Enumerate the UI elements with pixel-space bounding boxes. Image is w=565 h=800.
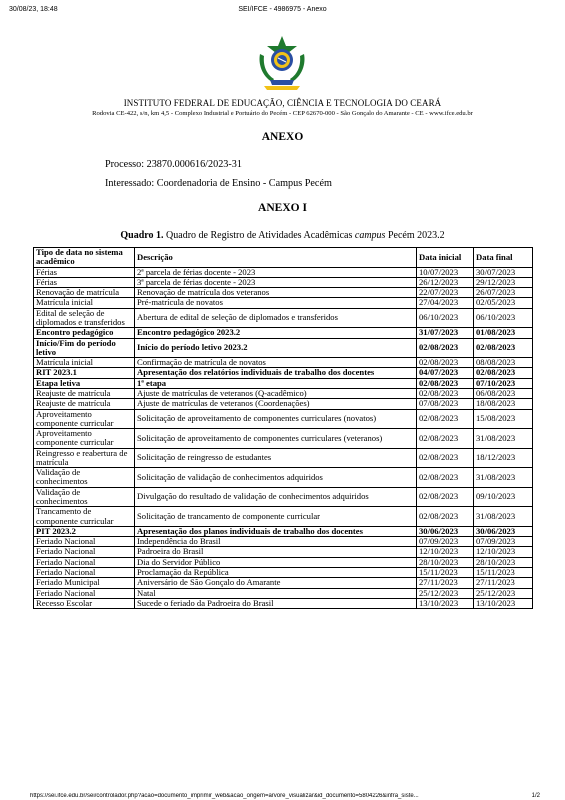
table-row xyxy=(34,526,533,536)
cell-tipo: Trancamento de componente curricular xyxy=(34,507,135,527)
cell-tipo: Aproveitamento componente curricular xyxy=(34,429,135,449)
cell-fim: 31/08/2023 xyxy=(474,507,533,527)
cell-ini: 22/07/2023 xyxy=(417,288,474,298)
cell-fim: 27/11/2023 xyxy=(474,578,533,588)
cell-fim: 06/08/2023 xyxy=(474,388,533,398)
cell-desc: 1ª etapa xyxy=(135,378,417,388)
cell-fim: 29/12/2023 xyxy=(474,277,533,287)
cell-ini: 26/12/2023 xyxy=(417,277,474,287)
table-row xyxy=(34,598,533,608)
cell-tipo: Encontro pedagógico xyxy=(34,328,135,338)
table-row xyxy=(34,298,533,308)
cell-desc: Ajuste de matrículas de veteranos (Coordenações) xyxy=(135,399,417,409)
cell-tipo: Reajuste de matrícula xyxy=(34,399,135,409)
header-data-final: Data final xyxy=(474,248,533,268)
cell-tipo: Feriado Nacional xyxy=(34,547,135,557)
cell-tipo: Recesso Escolar xyxy=(34,598,135,608)
cell-desc: Pré-matrícula de novatos xyxy=(135,298,417,308)
cell-desc: Dia do Servidor Público xyxy=(135,557,417,567)
cell-ini: 02/08/2023 xyxy=(417,338,474,358)
cell-desc: Apresentação dos relatórios individuais de trabalho dos docentes xyxy=(135,368,417,378)
cell-tipo: Reingresso e reabertura de matrícula xyxy=(34,448,135,468)
cell-desc: Solicitação de validação de conhecimentos adquiridos xyxy=(135,468,417,488)
institution-address: Rodovia CE-422, s/n, km 4,5 - Complexo Industrial e Portuário do Pecém - CEP 62670-000 - São Gonçalo do Amarante - CE - www.ifce.edu.br xyxy=(92,110,473,117)
cell-tipo: Renovação de matrícula xyxy=(34,288,135,298)
table-row xyxy=(34,557,533,567)
cell-desc: Apresentação dos planos individuais de trabalho dos docentes xyxy=(135,526,417,536)
cell-desc: Solicitação de aproveitamento de componentes curriculares (veteranos) xyxy=(135,429,417,449)
cell-fim: 28/10/2023 xyxy=(474,557,533,567)
cell-ini: 02/08/2023 xyxy=(417,409,474,429)
cell-ini: 02/08/2023 xyxy=(417,448,474,468)
print-page-title: SEI/IFCE - 4986975 - Anexo xyxy=(238,6,327,13)
cell-fim: 18/08/2023 xyxy=(474,399,533,409)
table-row xyxy=(34,448,533,468)
cell-ini: 04/07/2023 xyxy=(417,368,474,378)
table-row xyxy=(34,537,533,547)
table-row xyxy=(34,578,533,588)
cell-ini: 02/08/2023 xyxy=(417,507,474,527)
print-timestamp: 30/08/23, 18:48 xyxy=(9,6,58,13)
cell-ini: 13/10/2023 xyxy=(417,598,474,608)
cell-fim: 07/10/2023 xyxy=(474,378,533,388)
table-header-row xyxy=(34,248,533,268)
cell-desc: Ajuste de matrículas de veteranos (Q-acadêmico) xyxy=(135,388,417,398)
cell-desc: Solicitação de aproveitamento de componentes curriculares (novatos) xyxy=(135,409,417,429)
cell-tipo: Férias xyxy=(34,267,135,277)
browser-print-header xyxy=(0,3,565,17)
cell-fim: 08/08/2023 xyxy=(474,358,533,368)
cell-tipo: Férias xyxy=(34,277,135,287)
cell-tipo: Aproveitamento componente curricular xyxy=(34,409,135,429)
cell-fim: 18/12/2023 xyxy=(474,448,533,468)
table-row xyxy=(34,277,533,287)
cell-ini: 02/08/2023 xyxy=(417,388,474,398)
caption-end: Pecém 2023.2 xyxy=(385,230,445,241)
cell-desc: Independência do Brasil xyxy=(135,537,417,547)
table-row xyxy=(34,487,533,507)
cell-ini: 02/08/2023 xyxy=(417,487,474,507)
cell-tipo: Validação de conhecimentos xyxy=(34,487,135,507)
cell-tipo: Edital de seleção de diplomados e transferidos xyxy=(34,308,135,328)
cell-fim: 30/07/2023 xyxy=(474,267,533,277)
cell-fim: 15/11/2023 xyxy=(474,568,533,578)
caption-text: Quadro de Registro de Atividades Acadêmicas xyxy=(163,230,355,241)
header-data-inicial: Data inicial xyxy=(417,248,474,268)
cell-ini: 07/09/2023 xyxy=(417,537,474,547)
cell-tipo: Validação de conhecimentos xyxy=(34,468,135,488)
cell-tipo: Feriado Nacional xyxy=(34,568,135,578)
table-row xyxy=(34,399,533,409)
cell-ini: 02/08/2023 xyxy=(417,378,474,388)
cell-fim: 02/08/2023 xyxy=(474,338,533,358)
table-row xyxy=(34,388,533,398)
cell-ini: 25/12/2023 xyxy=(417,588,474,598)
table-row xyxy=(34,588,533,598)
cell-fim: 31/08/2023 xyxy=(474,468,533,488)
cell-tipo: Etapa letiva xyxy=(34,378,135,388)
cell-fim: 02/08/2023 xyxy=(474,368,533,378)
cell-tipo: PIT 2023.2 xyxy=(34,526,135,536)
table-row xyxy=(34,328,533,338)
cell-ini: 27/11/2023 xyxy=(417,578,474,588)
cell-desc: 3ª parcela de férias docente - 2023 xyxy=(135,277,417,287)
institution-name: INSTITUTO FEDERAL DE EDUCAÇÃO, CIÊNCIA E TECNOLOGIA DO CEARÁ xyxy=(123,98,442,108)
cell-fim: 25/12/2023 xyxy=(474,588,533,598)
table-row xyxy=(34,368,533,378)
cell-desc: Padroeira do Brasil xyxy=(135,547,417,557)
cell-fim: 12/10/2023 xyxy=(474,547,533,557)
cell-ini: 02/08/2023 xyxy=(417,358,474,368)
cell-desc: Abertura de edital de seleção de diplomados e transferidos xyxy=(135,308,417,328)
annex-subtitle: ANEXO I xyxy=(258,202,307,214)
table-row xyxy=(34,267,533,277)
cell-desc: Solicitação de reingresso de estudantes xyxy=(135,448,417,468)
cell-tipo: Feriado Municipal xyxy=(34,578,135,588)
caption-label: Quadro 1. xyxy=(120,230,164,241)
cell-desc: Sucede o feriado da Padroeira do Brasil xyxy=(135,598,417,608)
cell-fim: 09/10/2023 xyxy=(474,487,533,507)
brazil-coat-of-arms-icon xyxy=(256,34,308,94)
table-row xyxy=(34,288,533,298)
cell-ini: 27/04/2023 xyxy=(417,298,474,308)
cell-ini: 10/07/2023 xyxy=(417,267,474,277)
table-row xyxy=(34,507,533,527)
cell-desc: Início do período letivo 2023.2 xyxy=(135,338,417,358)
activities-table xyxy=(33,247,533,609)
table-row xyxy=(34,308,533,328)
print-page-number: 1/2 xyxy=(531,793,540,799)
cell-tipo: Reajuste de matrícula xyxy=(34,388,135,398)
cell-desc: Encontro pedagógico 2023.2 xyxy=(135,328,417,338)
cell-fim: 15/08/2023 xyxy=(474,409,533,429)
cell-fim: 07/09/2023 xyxy=(474,537,533,547)
interessado-line: Interessado: Coordenadoria de Ensino - Campus Pecém xyxy=(105,178,332,189)
cell-ini: 06/10/2023 xyxy=(417,308,474,328)
cell-ini: 28/10/2023 xyxy=(417,557,474,567)
cell-desc: Divulgação do resultado de validação de conhecimentos adquiridos xyxy=(135,487,417,507)
cell-fim: 13/10/2023 xyxy=(474,598,533,608)
institution-header xyxy=(0,98,565,117)
cell-desc: Proclamação da República xyxy=(135,568,417,578)
cell-fim: 26/07/2023 xyxy=(474,288,533,298)
cell-tipo: Matrícula inicial xyxy=(34,298,135,308)
cell-tipo: Matrícula inicial xyxy=(34,358,135,368)
cell-fim: 06/10/2023 xyxy=(474,308,533,328)
cell-tipo: Feriado Nacional xyxy=(34,537,135,547)
cell-tipo: Início/Fim do período letivo xyxy=(34,338,135,358)
cell-ini: 15/11/2023 xyxy=(417,568,474,578)
cell-desc: Aniversário de São Gonçalo do Amarante xyxy=(135,578,417,588)
cell-tipo: Feriado Nacional xyxy=(34,588,135,598)
cell-ini: 31/07/2023 xyxy=(417,328,474,338)
cell-desc: 2ª parcela de férias docente - 2023 xyxy=(135,267,417,277)
processo-line: Processo: 23870.000616/2023-31 xyxy=(105,159,242,170)
caption-italic: campus xyxy=(354,230,386,241)
table-row xyxy=(34,547,533,557)
cell-fim: 02/05/2023 xyxy=(474,298,533,308)
cell-tipo: RIT 2023.1 xyxy=(34,368,135,378)
cell-fim: 30/06/2023 xyxy=(474,526,533,536)
document-title: ANEXO xyxy=(261,131,304,143)
cell-ini: 12/10/2023 xyxy=(417,547,474,557)
cell-ini: 30/06/2023 xyxy=(417,526,474,536)
table-row xyxy=(34,468,533,488)
header-descricao: Descrição xyxy=(135,248,417,268)
cell-tipo: Feriado Nacional xyxy=(34,557,135,567)
cell-ini: 07/08/2023 xyxy=(417,399,474,409)
table-caption xyxy=(0,230,565,241)
cell-desc: Confirmação de matrícula de novatos xyxy=(135,358,417,368)
table-row xyxy=(34,429,533,449)
cell-desc: Natal xyxy=(135,588,417,598)
table-row xyxy=(34,409,533,429)
cell-fim: 31/08/2023 xyxy=(474,429,533,449)
table-row xyxy=(34,338,533,358)
cell-desc: Renovação de matrícula dos veteranos xyxy=(135,288,417,298)
table-row xyxy=(34,568,533,578)
cell-ini: 02/08/2023 xyxy=(417,468,474,488)
table-row xyxy=(34,358,533,368)
cell-ini: 02/08/2023 xyxy=(417,429,474,449)
header-tipo: Tipo de data no sistema acadêmico xyxy=(34,248,135,268)
print-url: https://sei.ifce.edu.br/sei/controlador.php?acao=documento_imprimir_web&acao_origem=arvore_visualizar&id_documento=5804226&infra_siste... xyxy=(30,793,419,799)
table-row xyxy=(34,378,533,388)
cell-desc: Solicitação de trancamento de componente curricular xyxy=(135,507,417,527)
cell-fim: 01/08/2023 xyxy=(474,328,533,338)
